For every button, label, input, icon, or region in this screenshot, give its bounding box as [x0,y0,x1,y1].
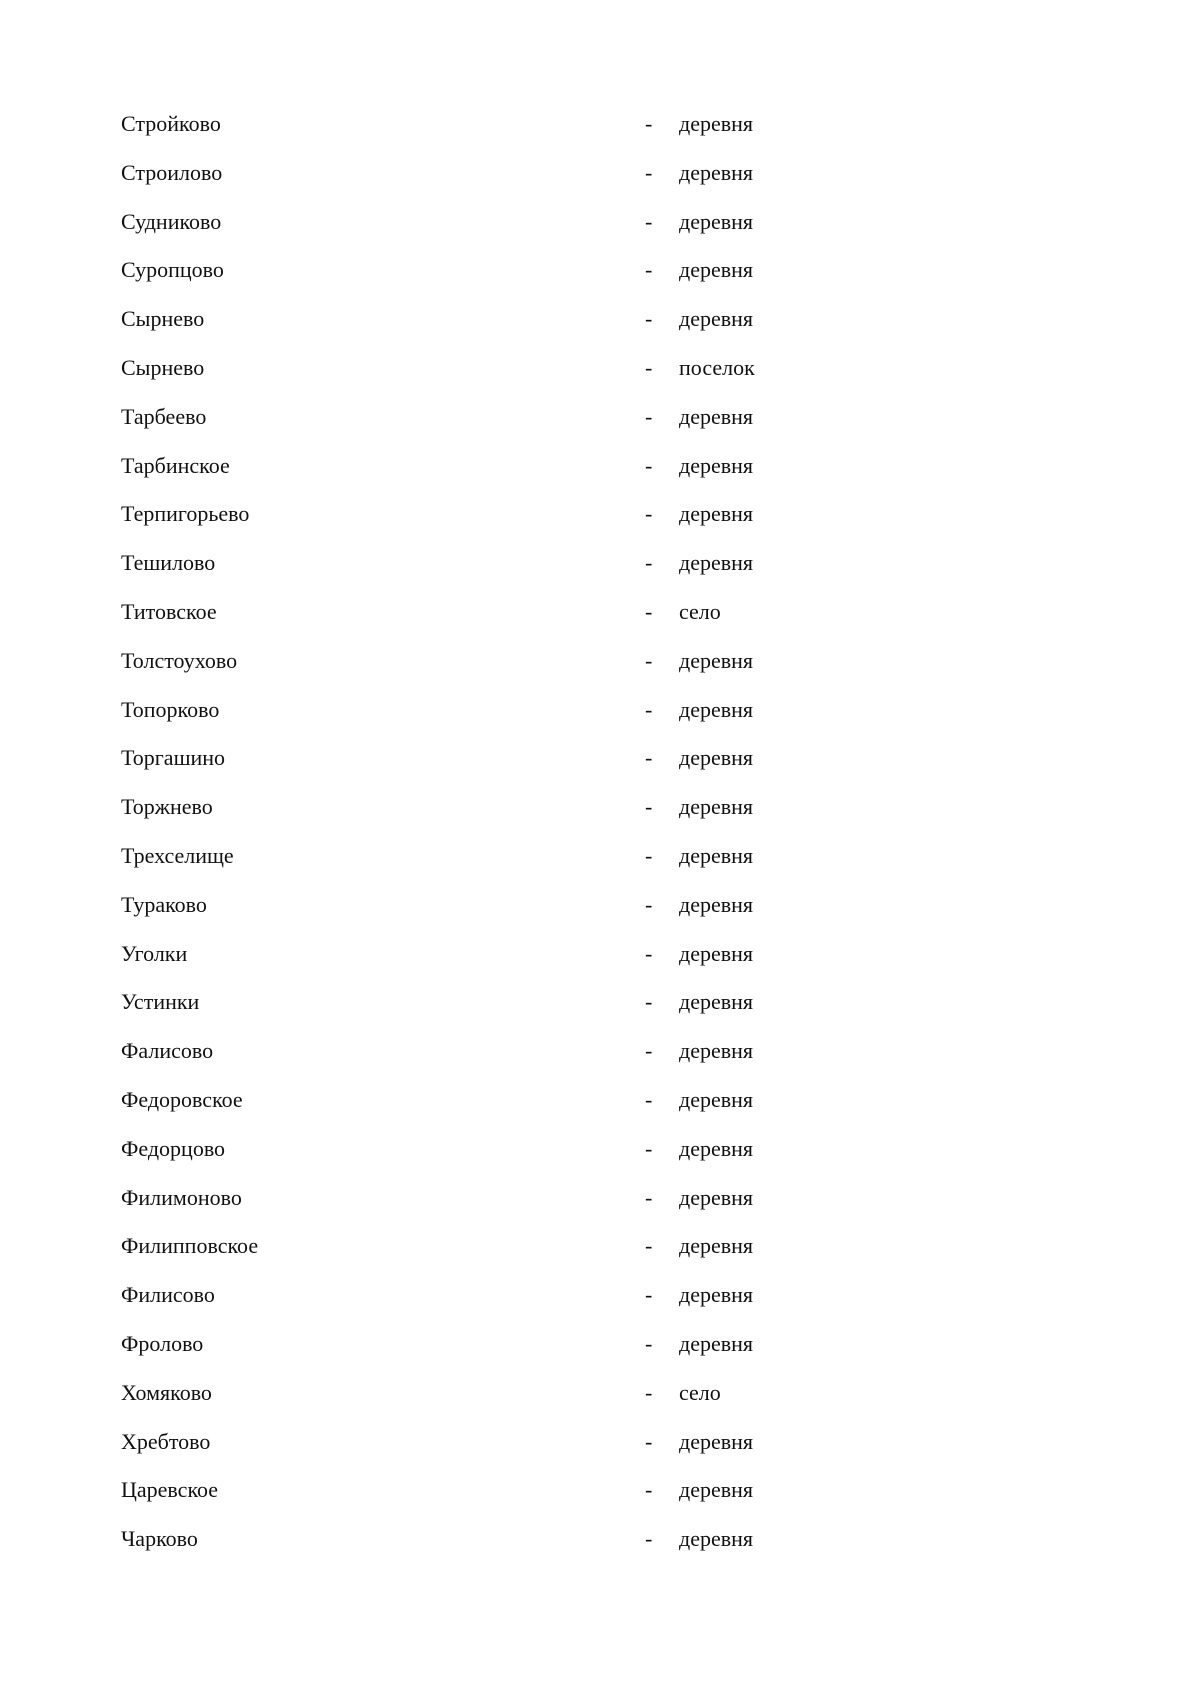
settlement-type: деревня [679,1233,754,1259]
settlement-type: деревня [679,208,754,234]
separator-dash: - [645,257,653,283]
settlement-type: деревня [679,1330,754,1356]
list-item [121,986,1021,1035]
list-item [121,157,1021,206]
separator-dash: - [645,550,653,576]
settlement-name: Сырнево [121,306,205,332]
settlement-type: село [679,598,721,624]
settlement-type: деревня [679,257,754,283]
settlement-type: деревня [679,550,754,576]
settlement-name: Толстоухово [121,647,238,673]
list-item [121,108,1021,157]
list-item [121,1426,1021,1475]
list-item [121,840,1021,889]
separator-dash: - [645,501,653,527]
settlement-type: деревня [679,842,754,868]
list-item [121,303,1021,352]
settlement-name: Строилово [121,159,223,185]
list-item [121,352,1021,401]
list-item [121,1474,1021,1523]
list-item [121,401,1021,450]
settlement-type: деревня [679,159,754,185]
list-item [121,1182,1021,1231]
separator-dash: - [645,354,653,380]
list-item [121,1523,1021,1572]
settlement-name: Сырнево [121,354,205,380]
separator-dash: - [645,842,653,868]
list-item [121,1133,1021,1182]
separator-dash: - [645,306,653,332]
list-item [121,498,1021,547]
settlement-type: деревня [679,1282,754,1308]
separator-dash: - [645,1379,653,1405]
settlement-name: Тураково [121,891,207,917]
separator-dash: - [645,1428,653,1454]
settlement-name: Судниково [121,208,222,234]
settlement-type: деревня [679,940,754,966]
list-item [121,254,1021,303]
settlement-type: деревня [679,745,754,771]
settlement-name: Титовское [121,598,217,624]
list-item [121,645,1021,694]
separator-dash: - [645,598,653,624]
settlement-name: Торгашино [121,745,226,771]
settlement-name: Хомяково [121,1379,212,1405]
separator-dash: - [645,1330,653,1356]
separator-dash: - [645,1184,653,1210]
settlement-name: Федорцово [121,1135,226,1161]
settlement-name: Тарбинское [121,452,230,478]
separator-dash: - [645,1233,653,1259]
settlement-type: деревня [679,1086,754,1112]
settlement-name: Тарбеево [121,403,207,429]
separator-dash: - [645,403,653,429]
settlement-name: Филисово [121,1282,215,1308]
settlement-name: Торжнево [121,794,213,820]
list-item [121,938,1021,987]
settlement-type: деревня [679,989,754,1015]
settlement-type: деревня [679,1526,754,1552]
settlement-type: село [679,1379,721,1405]
separator-dash: - [645,794,653,820]
settlement-type: деревня [679,306,754,332]
settlement-name: Чарково [121,1526,198,1552]
settlement-name: Топорково [121,696,220,722]
separator-dash: - [645,452,653,478]
settlement-name: Фролово [121,1330,204,1356]
separator-dash: - [645,745,653,771]
settlement-type: деревня [679,452,754,478]
settlement-type: деревня [679,891,754,917]
separator-dash: - [645,1086,653,1112]
settlement-type: деревня [679,794,754,820]
list-item [121,694,1021,743]
settlement-name: Терпигорьево [121,501,250,527]
settlement-type: деревня [679,1477,754,1503]
list-item [121,1084,1021,1133]
settlement-type: деревня [679,696,754,722]
settlement-name: Царевское [121,1477,219,1503]
separator-dash: - [645,696,653,722]
settlement-name: Суропцово [121,257,224,283]
settlement-name: Устинки [121,989,200,1015]
separator-dash: - [645,1038,653,1064]
list-item [121,1279,1021,1328]
list-item [121,889,1021,938]
separator-dash: - [645,1526,653,1552]
settlement-type: деревня [679,1135,754,1161]
settlement-name: Хребтово [121,1428,211,1454]
list-item [121,1328,1021,1377]
settlement-type: деревня [679,111,754,136]
list-item [121,1230,1021,1279]
separator-dash: - [645,159,653,185]
settlement-type: деревня [679,1038,754,1064]
separator-dash: - [645,647,653,673]
separator-dash: - [645,891,653,917]
settlement-name: Фалисово [121,1038,214,1064]
settlement-name: Тешилово [121,550,216,576]
settlement-name: Филимоново [121,1184,242,1210]
settlement-name: Стройково [121,111,221,136]
settlement-type: деревня [679,1184,754,1210]
settlement-type: деревня [679,647,754,673]
list-item [121,206,1021,255]
list-item [121,596,1021,645]
settlement-name: Федоровское [121,1086,243,1112]
list-item [121,450,1021,499]
settlement-type: деревня [679,403,754,429]
settlement-list [121,108,1021,1572]
separator-dash: - [645,111,653,136]
list-item [121,547,1021,596]
separator-dash: - [645,1282,653,1308]
settlement-name: Филипповское [121,1233,259,1259]
separator-dash: - [645,208,653,234]
settlement-type: деревня [679,501,754,527]
settlement-name: Трехселище [121,842,234,868]
separator-dash: - [645,1477,653,1503]
settlement-type: поселок [679,354,755,380]
settlement-name: Уголки [121,940,188,966]
separator-dash: - [645,1135,653,1161]
separator-dash: - [645,989,653,1015]
list-item [121,1035,1021,1084]
list-item [121,742,1021,791]
separator-dash: - [645,940,653,966]
list-item [121,791,1021,840]
list-item [121,1377,1021,1426]
settlement-type: деревня [679,1428,754,1454]
